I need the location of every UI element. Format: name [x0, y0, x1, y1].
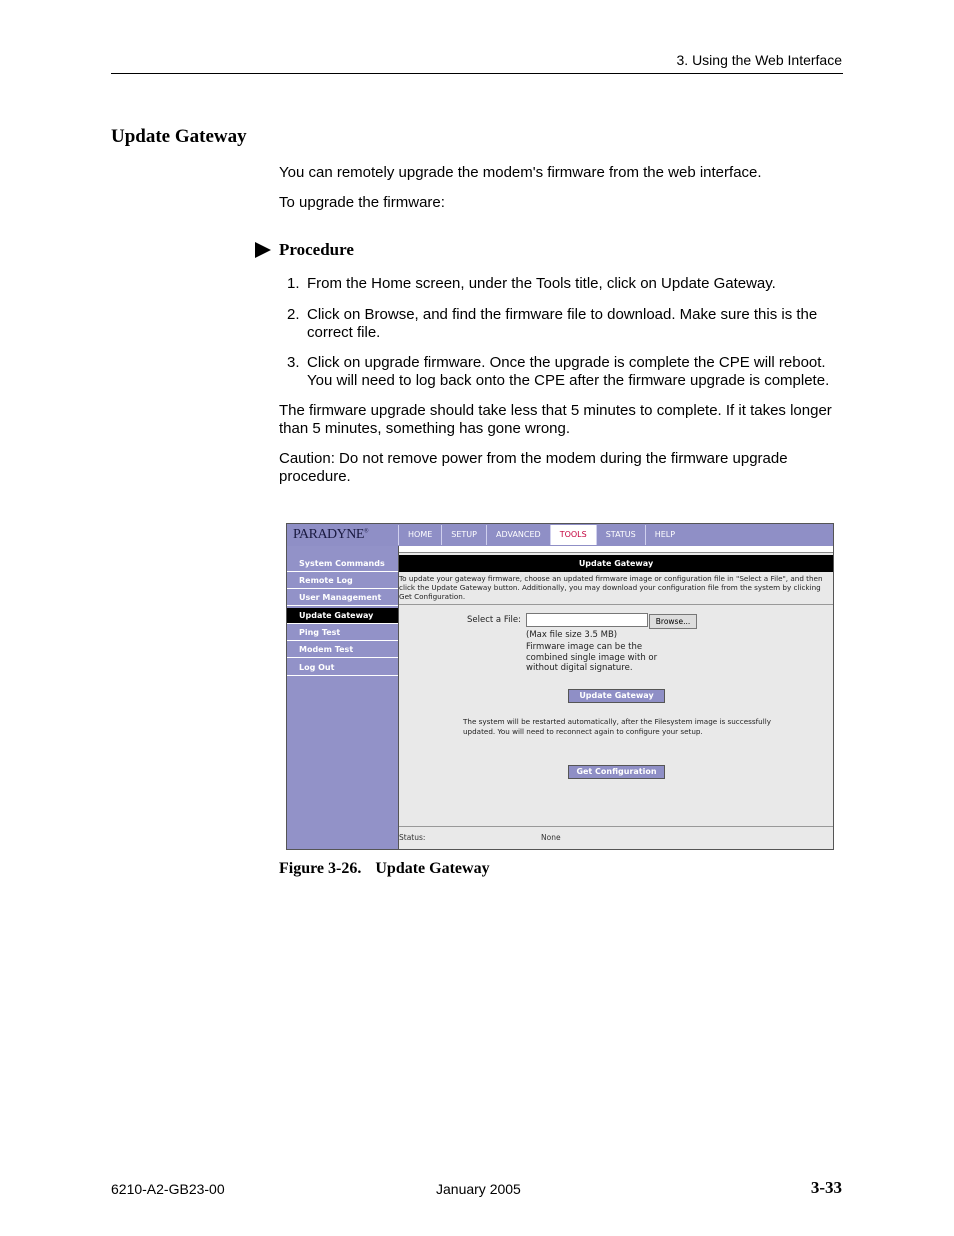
sidebar-item-ping-test[interactable]: Ping Test: [287, 625, 398, 641]
sidebar-item-user-management[interactable]: User Management: [287, 590, 398, 606]
paradyne-logo: PARADYNE®: [293, 527, 369, 542]
panel-intro: To update your gateway firmware, choose an updated firmware image or configuration file in "Select a File", and then click the Update Gateway button. Additionally, you may download your configuration file from the system by clicking Get Configuration.: [399, 574, 823, 601]
tab-help[interactable]: HELP: [645, 525, 684, 545]
tools-sidebar: [287, 546, 399, 849]
update-gateway-screenshot: [286, 523, 834, 850]
step-number: 1.: [287, 275, 300, 292]
procedure-heading: [255, 240, 354, 260]
figure-title: Update Gateway: [375, 860, 490, 877]
status-value: None: [541, 833, 561, 842]
caution-paragraph: Caution: Do not remove power from the modem during the firmware upgrade procedure.: [279, 450, 788, 485]
sidebar-item-update-gateway[interactable]: Update Gateway: [287, 608, 398, 624]
time-note-paragraph: The firmware upgrade should take less that 5 minutes to complete. If it takes longer than 5 minutes, something has gone wrong.: [279, 402, 832, 437]
tab-status[interactable]: STATUS: [596, 525, 645, 545]
step-text: From the Home screen, under the Tools title, click on Update Gateway.: [307, 275, 776, 292]
restart-note: The system will be restarted automatically, after the Filesystem image is successfully updated. You will need to reconnect again to configure your setup.: [463, 717, 771, 736]
update-gateway-button[interactable]: Update Gateway: [568, 689, 665, 703]
file-path-input[interactable]: [526, 613, 648, 627]
figure-number: Figure 3-26.: [279, 860, 362, 877]
lead-paragraph: To upgrade the firmware:: [279, 194, 445, 211]
section-title: Update Gateway: [111, 126, 247, 147]
nav-tabs: [398, 525, 684, 545]
step-number: 3.: [287, 354, 300, 371]
tab-home[interactable]: HOME: [398, 525, 441, 545]
status-label: Status:: [399, 833, 426, 842]
procedure-step: [287, 354, 847, 390]
tab-setup[interactable]: SETUP: [441, 525, 486, 545]
top-nav-bar: [287, 524, 833, 546]
footer-date: January 2005: [436, 1181, 521, 1197]
firmware-hint-line: combined single image with or: [526, 652, 658, 663]
firmware-hint-line: Firmware image can be the: [526, 642, 643, 652]
max-size-hint: (Max file size 3.5 MB): [526, 630, 618, 640]
firmware-hint-line: without digital signature.: [526, 663, 633, 673]
sidebar-item-log-out[interactable]: Log Out: [287, 660, 398, 676]
running-header: 3. Using the Web Interface: [676, 52, 842, 68]
get-configuration-button[interactable]: Get Configuration: [568, 765, 665, 779]
panel-divider: [399, 604, 833, 605]
sidebar-item-remote-log[interactable]: Remote Log: [287, 573, 398, 589]
footer-doc-id: 6210-A2-GB23-00: [111, 1181, 225, 1197]
panel-title: Update Gateway: [399, 555, 833, 572]
figure-caption: [279, 860, 490, 878]
tab-tools[interactable]: TOOLS: [550, 525, 596, 545]
procedure-step: [287, 306, 847, 342]
select-file-label: Select a File:: [467, 615, 521, 625]
footer-page-number: 3-33: [810, 1178, 842, 1197]
tab-advanced[interactable]: ADVANCED: [486, 525, 550, 545]
step-text: Click on upgrade firmware. Once the upgrade is complete the CPE will reboot. You will need to log back onto the CPE after the firmware upgrade is complete.: [307, 354, 830, 389]
sidebar-item-modem-test[interactable]: Modem Test: [287, 642, 398, 658]
tab-underbar: [398, 546, 833, 553]
procedure-step: [287, 275, 847, 293]
step-text: Click on Browse, and find the firmware file to download. Make sure this is the correct file.: [307, 306, 818, 341]
browse-button[interactable]: Browse...: [649, 614, 697, 629]
procedure-arrow-icon: [255, 242, 271, 258]
step-number: 2.: [287, 306, 300, 323]
procedure-title: Procedure: [279, 240, 354, 259]
intro-paragraph: You can remotely upgrade the modem's firmware from the web interface.: [279, 164, 762, 181]
header-rule: [111, 73, 843, 74]
sidebar-item-system-commands[interactable]: System Commands: [287, 556, 398, 572]
status-divider: [399, 826, 833, 827]
